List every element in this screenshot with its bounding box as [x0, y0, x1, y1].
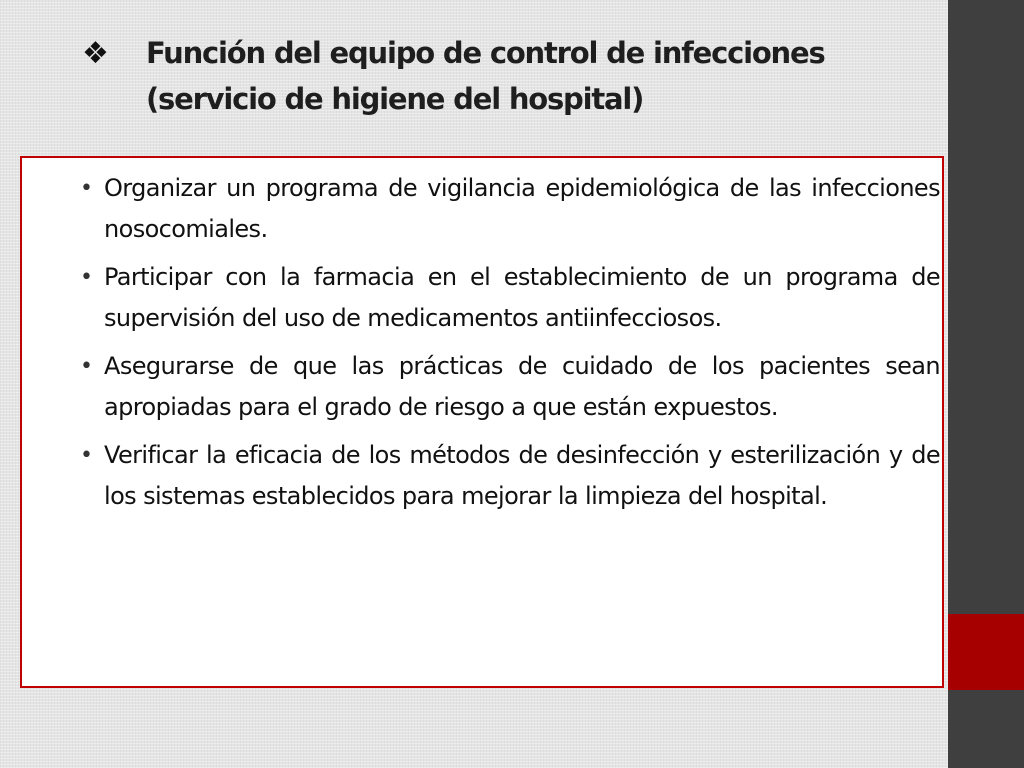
bullet-text: Verificar la eficacia de los métodos de desinfección y esterilización y de los sistemas establecidos para mejorar la limpieza del hospital. [104, 441, 940, 510]
content-box [20, 156, 944, 688]
bullet-text: Participar con la farmacia en el establecimiento de un programa de supervisión del uso de medicamentos antiinfecciosos. [104, 263, 940, 332]
bullet-text: Organizar un programa de vigilancia epidemiológica de las infecciones nosocomiales. [104, 174, 940, 243]
bullet-dot-icon: • [80, 265, 93, 290]
list-item [80, 346, 940, 428]
bullet-text: Asegurarse de que las prácticas de cuidado de los pacientes sean apropiadas para el grado de riesgo a que están expuestos. [104, 352, 940, 421]
list-item [80, 168, 940, 250]
bullet-dot-icon: • [80, 443, 93, 468]
accent-block [948, 614, 1024, 690]
list-item [80, 435, 940, 517]
bullet-dot-icon: • [80, 176, 93, 201]
slide-title: Función del equipo de control de infecciones (servicio de higiene del hospital) [146, 36, 825, 116]
bullet-list [80, 168, 940, 524]
diamond-flower-icon: ❖ [82, 36, 109, 71]
bullet-dot-icon: • [80, 354, 93, 379]
list-item [80, 257, 940, 339]
